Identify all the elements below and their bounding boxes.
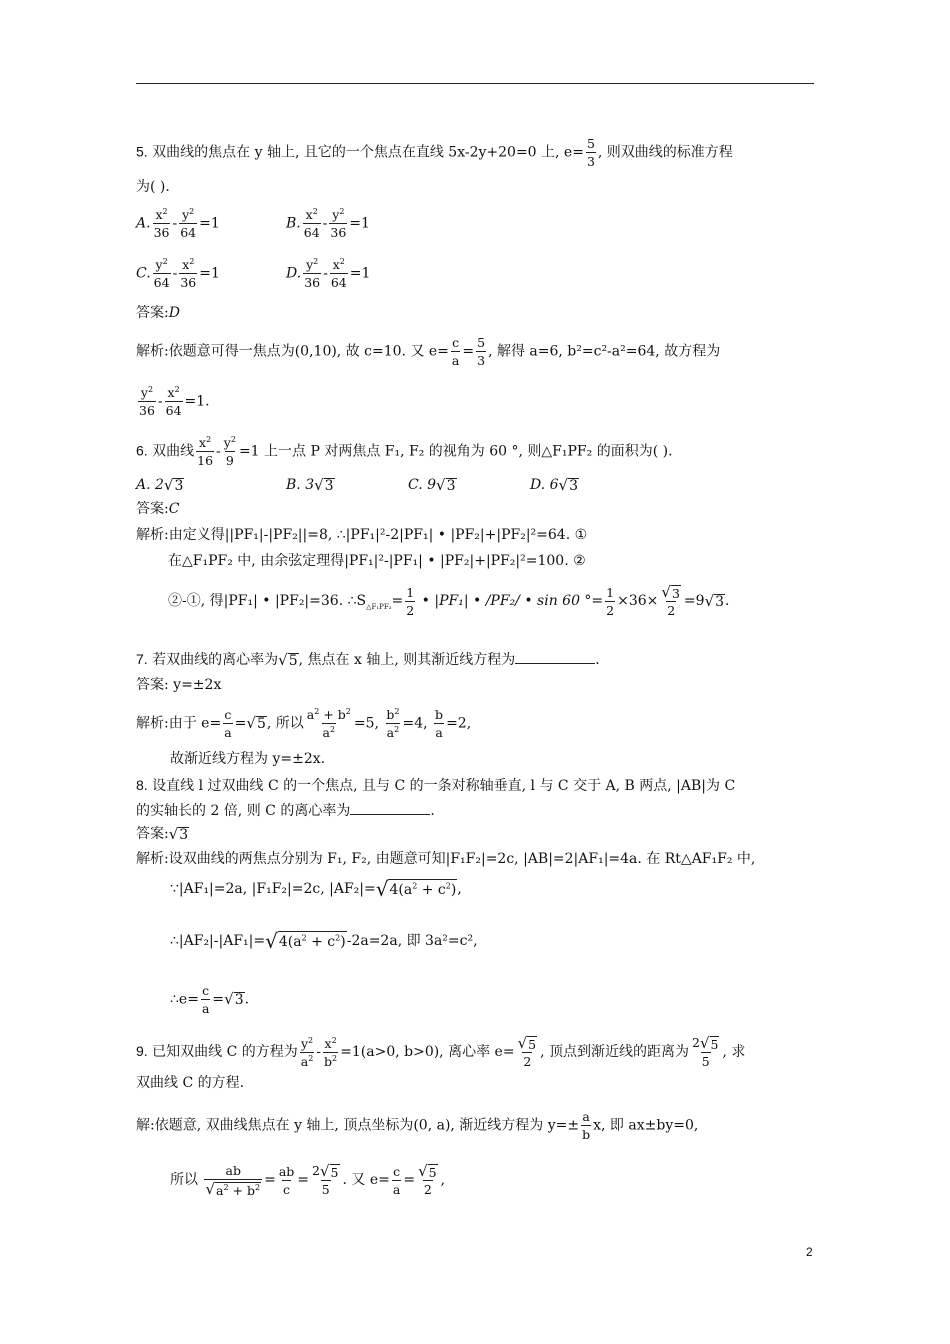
- q6-solution-2: 在△F₁PF₂ 中, 由余弦定理得|PF₁|²-|PF₁| • |PF₂|+|PF₂|²=100. ②: [168, 553, 586, 569]
- q9-solution-2: 所以 ab √ $a^2 + b^2$ = $\frac{ab}{c}$ = 2 √ 5 5 . 又 e= $\frac{c}{a}$ = √ 5 2 ,: [170, 1162, 446, 1198]
- q8-solution-4: ∴e= $\frac{c}{a}$ = √ 3 .: [170, 983, 250, 1016]
- answer-blank: [350, 802, 430, 815]
- q5-answer: 答案:D: [136, 305, 180, 321]
- q5-stem: 5. 双曲线的焦点在 y 轴上, 且它的一个焦点在直线 5x-2y+20=0 上, e= $\frac{5}{3}$ , 则双曲线的标准方程: [136, 136, 733, 169]
- page-number: 2: [806, 1245, 813, 1259]
- q8-solution-2: ∵|AF₁|=2a, |F₁F₂|=2c, |AF₂|= √ $4(a^2 + c^2)$ ,: [170, 877, 462, 901]
- q9-solution-1: 解:依题意, 双曲线焦点在 y 轴上, 顶点坐标为(0, a), 渐近线方程为 y=± $\frac{a}{b}$ x, 即 ax±by=0,: [136, 1109, 699, 1142]
- q9-stem: 9. 已知双曲线 C 的方程为 $\frac{y^2}{a^2}$ - $\frac{x^2}{b^2}$ =1(a>0, b>0), 离心率 e= √ 5 2 , 顶点到渐近线的距离为 2 √ 5 5 , 求: [136, 1034, 746, 1069]
- q8-solution-1: 解析:设双曲线的两焦点分别为 F₁, F₂, 由题意可知|F₁F₂|=2c, |AB|=2|AF₁|=4a. 在 Rt△AF₁F₂ 中,: [136, 851, 756, 867]
- q6-stem: 6. 双曲线 $\frac{x^2}{16}$ - $\frac{y^2}{9}$ =1 上一点 P 对两焦点 F₁, F₂ 的视角为 60 °, 则△F₁PF₂ 的面积为( ).: [136, 434, 673, 468]
- q7-answer: 答案: y=±2x: [136, 677, 222, 693]
- q6-answer: 答案:C: [136, 501, 180, 517]
- q8-answer: 答案: √ 3: [136, 824, 189, 843]
- q9-stem-cont: 双曲线 C 的方程.: [136, 1075, 245, 1091]
- fraction: $\frac{5}{3}$: [586, 136, 595, 169]
- answer-blank: [515, 651, 595, 664]
- q5-stem-cont: 为( ).: [136, 179, 170, 195]
- q7-solution-cont: 故渐近线方程为 y=±2x.: [170, 751, 326, 767]
- q8-solution-3: ∴|AF₂|-|AF₁|= √ $4(a^2 + c^2)$ -2a=2a, 即 3a²=c²,: [170, 929, 478, 953]
- header-rule: [136, 83, 814, 84]
- q5-solution: 解析:依题意可得一焦点为(0,10), 故 c=10. 又 e= $\frac{c}{a}$ = $\frac{5}{3}$ , 解得 a=6, b²=c²-a²=64, 故方程为: [136, 335, 721, 368]
- q5-options-row1: A. $\frac{x^2}{36}$ - $\frac{y^2}{64}$ =1 B. $\frac{x^2}{64}$ - $\frac{y^2}{36}$ =1: [136, 206, 370, 240]
- q7-solution: 解析:由于 e= $\frac{c}{a}$ = √ 5 , 所以 $\frac{a^2 + b^2}{a^2}$ =5, $\frac{b^2}{a^2}$ =4, $\frac{b}{a}$ =2,: [136, 706, 472, 740]
- q6-options: A. 2 √ 3 B. 3 √ 3 C. 9 √ 3 D. 6 √ 3: [136, 475, 579, 494]
- q8-stem: 8. 设直线 l 过双曲线 C 的一个焦点, 且与 C 的一条对称轴垂直, l 与 C 交于 A, B 两点, |AB|为 C: [136, 777, 736, 794]
- q7-stem: 7. 若双曲线的离心率为 √ 5 , 焦点在 x 轴上, 则其渐近线方程为 .: [136, 650, 600, 669]
- q6-solution-1: 解析:由定义得||PF₁|-|PF₂||=8, ∴|PF₁|²-2|PF₁| • |PF₂|+|PF₂|²=64. ①: [136, 527, 588, 543]
- q5-options-row2: C. $\frac{y^2}{64}$ - $\frac{x^2}{36}$ =1 D. $\frac{y^2}{36}$ - $\frac{x^2}{64}$ =1: [136, 256, 371, 290]
- q8-stem-cont: 的实轴长的 2 倍, 则 C 的离心率为 .: [136, 803, 435, 819]
- q6-solution-3: ②-①, 得|PF₁| • |PF₂|=36. $\therefore S_{\triangle F_1PF_2}=$ $\frac{1}{2}$ • |PF₁| • /PF₂/ • sin 60 °= $\frac{1}{2}$ ×36× √ 3 2 =9 √ 3 .: [168, 583, 730, 618]
- q5-solution-cont: $\frac{y^2}{36}$ - $\frac{x^2}{64}$ =1.: [139, 384, 210, 418]
